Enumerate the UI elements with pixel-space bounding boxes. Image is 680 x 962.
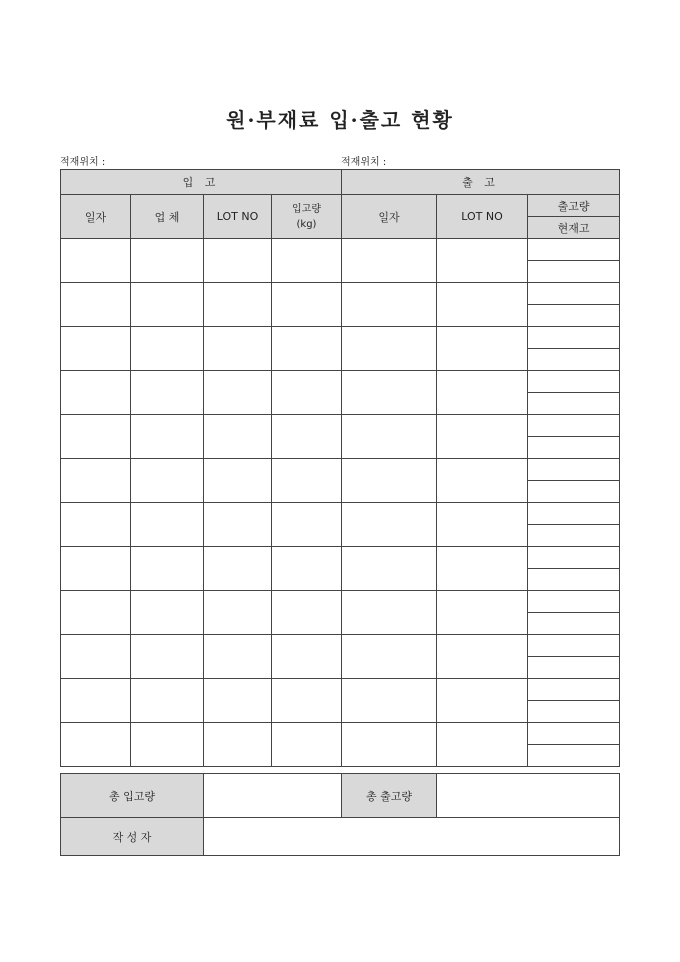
entry-cell[interactable] <box>272 679 342 723</box>
entry-cell[interactable] <box>272 547 342 591</box>
out-qty-cell[interactable] <box>528 283 620 305</box>
entry-cell[interactable] <box>342 723 437 767</box>
entry-cell[interactable] <box>204 415 272 459</box>
entry-cell[interactable] <box>342 283 437 327</box>
entry-cell[interactable] <box>131 547 204 591</box>
entry-cell[interactable] <box>61 635 131 679</box>
inventory-table <box>60 169 620 767</box>
entry-cell[interactable] <box>272 591 342 635</box>
entry-cell[interactable] <box>437 371 528 415</box>
col-header-company: 업 체 <box>131 195 204 239</box>
entry-cell[interactable] <box>437 635 528 679</box>
table-row <box>61 503 620 525</box>
entry-cell[interactable] <box>272 327 342 371</box>
stock-cell[interactable] <box>528 393 620 415</box>
table-row <box>61 239 620 261</box>
writer-field[interactable] <box>204 818 620 856</box>
entry-cell[interactable] <box>61 679 131 723</box>
entry-cell[interactable] <box>61 503 131 547</box>
table-row <box>61 371 620 393</box>
entry-cell[interactable] <box>272 415 342 459</box>
entry-cell[interactable] <box>131 723 204 767</box>
stock-cell[interactable] <box>528 481 620 503</box>
entry-cell[interactable] <box>61 283 131 327</box>
entry-cell[interactable] <box>272 503 342 547</box>
col-header-stock: 현재고 <box>528 217 620 239</box>
entry-cell[interactable] <box>342 679 437 723</box>
stock-cell[interactable] <box>528 525 620 547</box>
storage-location-in-label: 적재위치 : <box>60 157 106 168</box>
entry-cell[interactable] <box>131 635 204 679</box>
total-in-field[interactable] <box>204 774 342 818</box>
entry-cell[interactable] <box>204 371 272 415</box>
entry-cell[interactable] <box>272 371 342 415</box>
entry-cell[interactable] <box>204 283 272 327</box>
out-qty-cell[interactable] <box>528 459 620 481</box>
stock-cell[interactable] <box>528 613 620 635</box>
table-row <box>61 547 620 569</box>
col-header-in-lot: LOT NO <box>204 195 272 239</box>
entry-cell[interactable] <box>131 459 204 503</box>
table-row <box>61 459 620 481</box>
entry-cell[interactable] <box>131 371 204 415</box>
stock-cell[interactable] <box>528 349 620 371</box>
entry-cell[interactable] <box>61 415 131 459</box>
out-qty-cell[interactable] <box>528 723 620 745</box>
entry-cell[interactable] <box>437 327 528 371</box>
entry-cell[interactable] <box>61 239 131 283</box>
stock-cell[interactable] <box>528 305 620 327</box>
entry-cell[interactable] <box>131 327 204 371</box>
out-qty-cell[interactable] <box>528 503 620 525</box>
entry-cell[interactable] <box>204 679 272 723</box>
entry-cell[interactable] <box>204 547 272 591</box>
col-header-out-date: 일자 <box>342 195 437 239</box>
entry-cell[interactable] <box>272 239 342 283</box>
entry-cell[interactable] <box>204 591 272 635</box>
total-out-field[interactable] <box>437 774 620 818</box>
page-title: 원·부재료 입·출고 현황 <box>226 108 454 132</box>
entry-cell[interactable] <box>61 371 131 415</box>
entry-cell[interactable] <box>204 459 272 503</box>
entry-cell[interactable] <box>131 679 204 723</box>
total-out-label: 총 출고량 <box>342 774 437 818</box>
stock-cell[interactable] <box>528 569 620 591</box>
table-row <box>61 283 620 305</box>
entry-cell[interactable] <box>342 327 437 371</box>
entry-cell[interactable] <box>131 591 204 635</box>
table-row <box>61 723 620 745</box>
entry-cell[interactable] <box>204 635 272 679</box>
entry-cell[interactable] <box>131 503 204 547</box>
writer-label: 작 성 자 <box>61 818 204 856</box>
entry-cell[interactable] <box>342 503 437 547</box>
entry-cell[interactable] <box>61 459 131 503</box>
out-qty-cell[interactable] <box>528 327 620 349</box>
table-row <box>61 327 620 349</box>
entry-cell[interactable] <box>342 591 437 635</box>
entry-cell[interactable] <box>342 371 437 415</box>
entry-cell[interactable] <box>131 283 204 327</box>
entry-cell[interactable] <box>437 459 528 503</box>
stock-cell[interactable] <box>528 261 620 283</box>
out-qty-cell[interactable] <box>528 635 620 657</box>
stock-cell[interactable] <box>528 657 620 679</box>
group-header-out: 출 고 <box>342 170 620 195</box>
stock-cell[interactable] <box>528 437 620 459</box>
entry-cell[interactable] <box>204 327 272 371</box>
entry-cell[interactable] <box>342 635 437 679</box>
entry-cell[interactable] <box>437 679 528 723</box>
entry-cell[interactable] <box>61 591 131 635</box>
entry-cell[interactable] <box>272 723 342 767</box>
entry-cell[interactable] <box>204 503 272 547</box>
entry-cell[interactable] <box>272 459 342 503</box>
table-row <box>61 415 620 437</box>
table-row <box>61 591 620 613</box>
col-header-in-date: 일자 <box>61 195 131 239</box>
out-qty-cell[interactable] <box>528 591 620 613</box>
entry-cell[interactable] <box>342 459 437 503</box>
entry-cell[interactable] <box>131 415 204 459</box>
entry-cell[interactable] <box>437 415 528 459</box>
entry-cell[interactable] <box>61 327 131 371</box>
entry-cell[interactable] <box>437 239 528 283</box>
stock-cell[interactable] <box>528 745 620 767</box>
stock-cell[interactable] <box>528 701 620 723</box>
out-qty-cell[interactable] <box>528 239 620 261</box>
entry-cell[interactable] <box>204 723 272 767</box>
out-qty-cell[interactable] <box>528 415 620 437</box>
entry-cell[interactable] <box>61 547 131 591</box>
entry-cell[interactable] <box>131 239 204 283</box>
entry-cell[interactable] <box>437 547 528 591</box>
entry-cell[interactable] <box>204 239 272 283</box>
entry-cell[interactable] <box>342 239 437 283</box>
table-row <box>61 635 620 657</box>
entry-cell[interactable] <box>437 283 528 327</box>
table-row <box>61 679 620 701</box>
out-qty-cell[interactable] <box>528 679 620 701</box>
summary-table <box>60 773 620 856</box>
out-qty-cell[interactable] <box>528 547 620 569</box>
entry-cell[interactable] <box>437 503 528 547</box>
col-header-in-qty <box>272 195 342 239</box>
entry-cell[interactable] <box>61 723 131 767</box>
entry-cell[interactable] <box>437 723 528 767</box>
col-header-in-qty-unit: (kg) <box>296 218 317 230</box>
col-header-out-qty: 출고량 <box>528 195 620 217</box>
storage-location-out-label: 적재위치 : <box>341 157 387 168</box>
col-header-in-qty-label: 입고량 <box>292 203 321 215</box>
entry-cell[interactable] <box>342 547 437 591</box>
entry-cell[interactable] <box>272 635 342 679</box>
entry-cell[interactable] <box>342 415 437 459</box>
col-header-out-lot: LOT NO <box>437 195 528 239</box>
entry-cell[interactable] <box>437 591 528 635</box>
entry-cell[interactable] <box>272 283 342 327</box>
out-qty-cell[interactable] <box>528 371 620 393</box>
total-in-label: 총 입고량 <box>61 774 204 818</box>
group-header-in: 입 고 <box>61 170 342 195</box>
